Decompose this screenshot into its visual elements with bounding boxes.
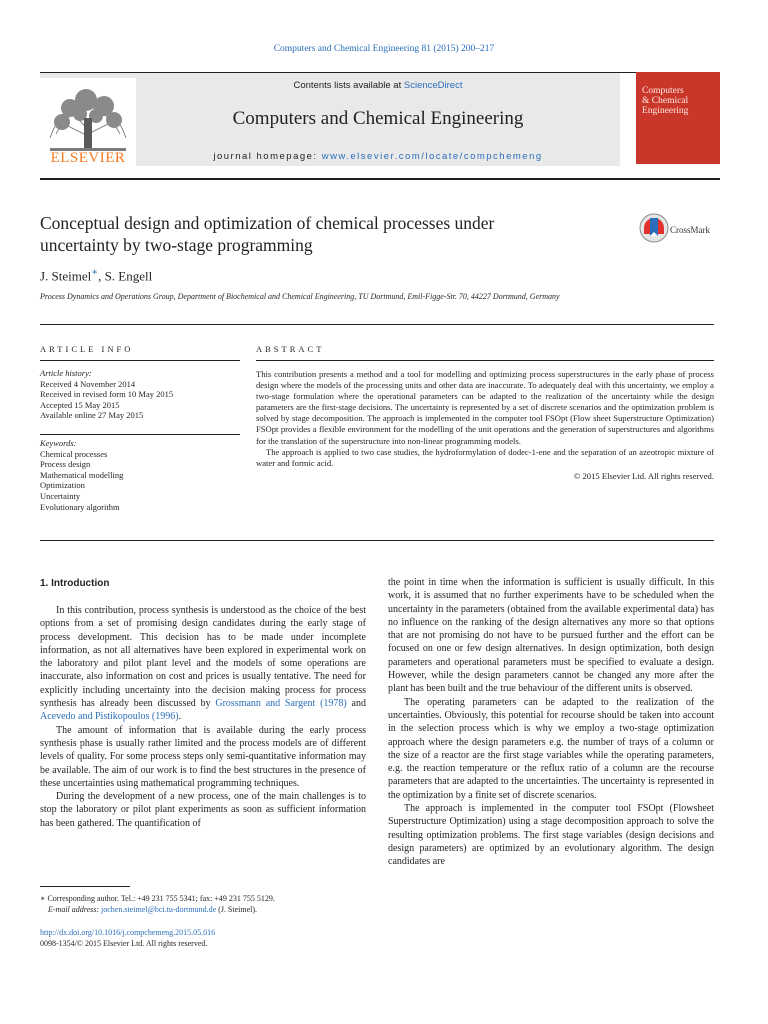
paragraph-text: and	[346, 698, 366, 710]
cover-line: Computers	[642, 86, 684, 96]
footnote	[40, 893, 380, 915]
sciencedirect-link[interactable]: ScienceDirect	[403, 80, 463, 91]
homepage-prefix: journal homepage:	[213, 151, 318, 162]
journal-citation[interactable]: Computers and Chemical Engineering 81 (2015) 200–217	[273, 44, 495, 54]
article-info-heading: ARTICLE INFO	[40, 344, 134, 354]
cover-line: & Chemical	[642, 96, 689, 106]
keywords	[40, 438, 240, 512]
corresponding-author-note	[40, 893, 380, 904]
author-affiliation: Process Dynamics and Operations Group, Department of Biochemical and Chemical Engineering, TU Dortmund, Emil-Figge-Str. 70, 44227 Dortmund, Germany	[40, 292, 560, 301]
email-link[interactable]: jochen.steimel@bci.tu-dortmund.de	[101, 905, 217, 914]
contents-line	[136, 80, 620, 91]
corresponding-author-mark[interactable]: ∗	[91, 267, 99, 278]
copyright-notice: © 2015 Elsevier Ltd. All rights reserved.	[573, 470, 714, 481]
email-label: E-mail address:	[48, 905, 100, 914]
history-label: Article history:	[40, 368, 92, 378]
history-item: Accepted 15 May 2015	[40, 399, 120, 410]
keywords-label: Keywords:	[40, 438, 77, 448]
abstract-heading: ABSTRACT	[256, 344, 325, 354]
keyword-item: Evolutionary algorithm	[40, 501, 120, 512]
article-title	[40, 212, 600, 256]
header-top-rule	[40, 72, 720, 73]
journal-homepage	[136, 151, 620, 162]
cover-title	[642, 86, 688, 116]
body-right-column	[388, 576, 714, 869]
keyword-item: Process design	[40, 459, 91, 470]
publisher-wordmark: ELSEVIER	[50, 150, 126, 166]
divider	[40, 360, 240, 361]
journal-title: Computers and Chemical Engineering	[232, 108, 524, 129]
article-history	[40, 368, 240, 421]
divider	[40, 434, 240, 435]
body-paragraph: The approach is implemented in the computer tool FSOpt (Flowsheet Superstructure Optimization) using a stage decomposition approach to solve the resulting optimization problems. The first stage variables (design decisions and design parameters) are optimized by an evolutionary algorithm. The design candidates are	[388, 803, 714, 868]
abstract-body	[256, 369, 714, 482]
doi-block	[40, 927, 380, 949]
abstract-paragraph: This contribution presents a method and a tool for modelling and optimizing process superstructures in the early phase of process design where the models of the processing units and other data are inaccurate. To adequately deal with this uncertainty, we employ a two-stage formulation where the operational parameters can be adapted to the realization of the uncertainty while the design parameters are the first-stage decisions. The uncertainty is represented by a set of discrete scenarios and the optimization problem is solved by stage decomposition. The approach is implemented in the computer tool FSOpt (Flow sheet Superstructure Optimization) FSOpt provides a flexible environment for the modelling of the unit operations and the generation of superstructures and algorithms for the translation of the superstructure into non-linear programming models.	[256, 369, 714, 446]
article-title-line: Conceptual design and optimization of chemical processes under	[40, 213, 495, 233]
keyword-item: Chemical processes	[40, 448, 108, 459]
email-suffix: (J. Steimel).	[216, 905, 258, 914]
reference-link[interactable]: Grossmann and Sargent (1978)	[215, 698, 347, 710]
footnote-text: Corresponding author. Tel.: +49 231 755 5341; fax: +49 231 755 5129.	[47, 894, 275, 903]
article-title-line: uncertainty by two-stage programming	[40, 235, 313, 255]
issn-line: 0098-1354/© 2015 Elsevier Ltd. All rights reserved.	[40, 939, 208, 948]
body-left-column	[40, 604, 366, 830]
email-line	[40, 904, 380, 915]
history-item: Available online 27 May 2015	[40, 410, 144, 421]
divider	[40, 540, 714, 541]
header-bottom-rule	[40, 178, 720, 180]
author-name: S. Engell	[104, 268, 153, 284]
footnote-rule	[40, 886, 130, 887]
crossmark-label[interactable]: CrossMark	[670, 225, 710, 235]
body-paragraph	[40, 604, 366, 724]
homepage-link[interactable]: www.elsevier.com/locate/compchemeng	[321, 151, 543, 162]
contents-prefix: Contents lists available at	[293, 80, 402, 91]
reference-link[interactable]: Acevedo and Pistikopoulos (1996)	[40, 711, 179, 723]
keyword-item: Optimization	[40, 480, 85, 491]
body-paragraph: The operating parameters can be adapted to the realization of the uncertainties. Obviously, this potential for recourse should be taken into account in the selection process which is why we employ a two-stage optimization approach where the design parameters e.g. the number of trays of a column or the size of a reactor are the first stage variables while the operating parameters, e.g. the reaction temperature or the reflux ratio of a column are the recourse parameters that are adapted to the uncertainties. The uncertainty is represented in the optimization by a finite set of discrete scenarios.	[388, 696, 714, 801]
author-list	[40, 267, 152, 284]
body-paragraph: The amount of information that is available during the early process synthesis phase is usually rather limited and the process models are of different levels of quality. For some process steps only semi-quantitative information may be available. The aim of our work is to find the best structures in the presence of these uncertainties using mathematical programming techniques.	[40, 724, 366, 789]
paragraph-text: In this contribution, process synthesis is understood as the choice of the best options from a set of promising design candidates during the early stage of process development. This decision has to be made under incomplete information, as not all alternatives have been explored in experimental work on the laboratory and pilot plant level and the models of some operations are inaccurate, also information on cost and prices is usually tentative. The need for explicitly including uncertainty into the decision making process for process synthesis has already been discussed by	[40, 605, 366, 710]
divider	[256, 360, 714, 361]
keyword-item: Uncertainty	[40, 490, 81, 501]
keyword-item: Mathematical modelling	[40, 469, 124, 480]
abstract-paragraph: The approach is applied to two case studies, the hydroformylation of dodec-1-ene and the separation of an azeotropic mixture of water and formic acid.	[256, 446, 714, 468]
history-item: Received 4 November 2014	[40, 378, 136, 389]
doi-link[interactable]: http://dx.doi.org/10.1016/j.compchemeng.2015.05.016	[40, 928, 216, 937]
author-name: J. Steimel	[40, 268, 92, 284]
cover-line: Engineering	[642, 106, 689, 116]
divider	[40, 324, 714, 325]
author-separator: ,	[98, 268, 105, 284]
history-item: Received in revised form 10 May 2015	[40, 389, 174, 400]
journal-cover-thumbnail[interactable]	[636, 72, 720, 164]
paragraph-text: .	[178, 711, 182, 723]
body-paragraph: the point in time when the information is sufficient is usually difficult. In this work, it is assumed that no further experiments have to be scheduled when the uncertainty in the parameters (obtained from the available experimental data) has no influence on the ranking of the design alternatives any more so that options that are not promising do not have to be pursued further and the effort can be focused on one or few design alternatives. In design optimization, both design parameters and operational parameters must be specified to evaluate a design. However, while the design parameters cannot be changed any more after the plant has been built and the true behaviour of the different units is observed.	[388, 577, 714, 695]
footnote-mark: ∗	[40, 894, 46, 903]
body-paragraph: During the development of a new process, one of the main challenges is to stop the laboratory or pilot plant experiments as soon as sufficient information has been gathered. The quantification of	[40, 791, 366, 829]
section-heading: 1. Introduction	[40, 578, 110, 589]
